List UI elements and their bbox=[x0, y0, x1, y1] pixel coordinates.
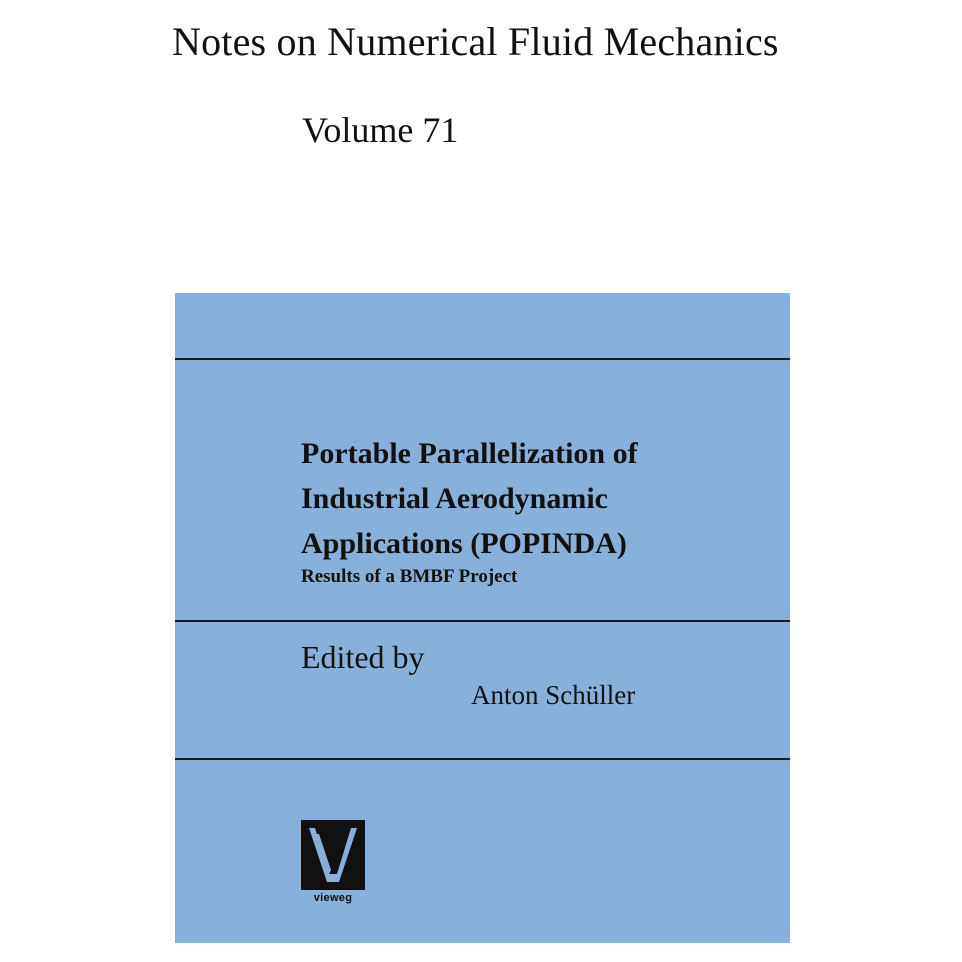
publisher-logo bbox=[301, 820, 365, 902]
publisher-name: vieweg bbox=[313, 892, 353, 904]
middle-divider bbox=[175, 620, 790, 622]
book-subtitle: Results of a BMBF Project bbox=[301, 566, 518, 587]
book-title-line-1: Portable Parallelization of bbox=[301, 437, 638, 470]
vieweg-logo-icon bbox=[301, 820, 365, 890]
volume-number: Volume 71 bbox=[302, 110, 459, 150]
series-title: Notes on Numerical Fluid Mechanics bbox=[172, 19, 779, 64]
book-title-line-2: Industrial Aerodynamic bbox=[301, 482, 608, 515]
editor-name: Anton Schüller bbox=[471, 680, 636, 710]
top-divider bbox=[175, 358, 790, 360]
cover-panel bbox=[175, 293, 790, 943]
bottom-divider bbox=[175, 758, 790, 760]
book-title-line-3: Applications (POPINDA) bbox=[301, 527, 627, 560]
book-title bbox=[301, 431, 638, 566]
edited-by-label: Edited by bbox=[301, 639, 425, 675]
